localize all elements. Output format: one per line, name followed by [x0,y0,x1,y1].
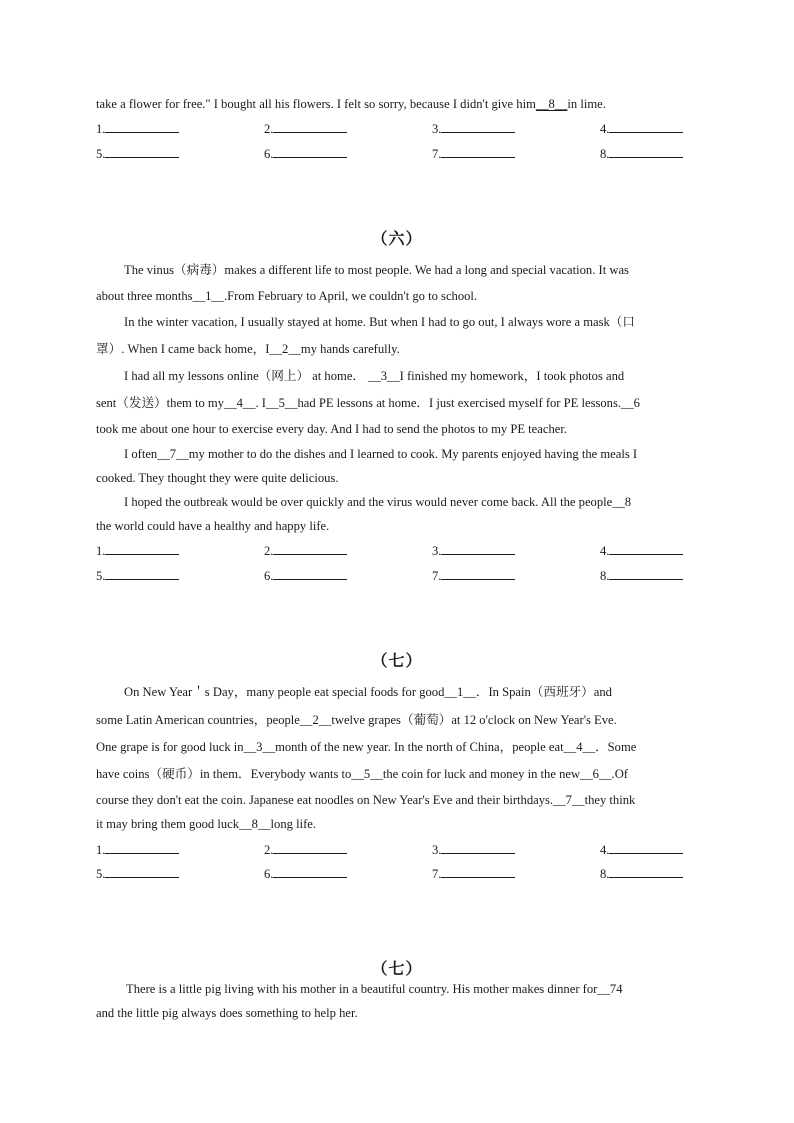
answer-slot[interactable] [432,119,515,137]
answer-blank[interactable] [441,541,515,555]
passage-line: cooked. They thought they were quite delicious. [96,471,339,485]
passage-line: and the little pig always does something to help her. [96,1006,358,1020]
intro-blank: __8__ [535,97,568,111]
answer-row [96,541,700,563]
answer-slot[interactable] [264,119,347,137]
answer-blank[interactable] [273,864,347,878]
answer-label: 3. [432,843,442,857]
answer-blank[interactable] [105,840,179,854]
answer-slot[interactable] [264,566,347,584]
section-title: （六） [371,229,423,248]
answer-blank[interactable] [105,541,179,555]
passage-line: sent（发送）them to my__4__. I__5__had PE lessons at home．I just exercised myself for PE lessons.__6 [96,396,640,410]
answer-slot[interactable] [432,840,515,858]
answer-blank[interactable] [441,840,515,854]
answer-slot[interactable] [432,864,515,882]
section-title: （七） [371,651,423,670]
answer-slot[interactable] [432,541,515,559]
answer-blank[interactable] [609,119,683,133]
answer-blank[interactable] [609,864,683,878]
passage-line: There is a little pig living with his mother in a beautiful country. His mother makes dinner for__74 [126,982,623,996]
answer-blank[interactable] [609,566,683,580]
answer-slot[interactable] [264,864,347,882]
answer-label: 1. [96,122,106,136]
answer-blank[interactable] [105,566,179,580]
answer-label: 4. [600,843,610,857]
answer-slot[interactable] [600,144,683,162]
passage-line: some Latin American countries，people__2__twelve grapes（葡萄）at 12 o'clock on New Year's Eve. [96,713,617,727]
passage-line: 罩）. When I came back home，I__2__my hands carefully. [96,342,400,356]
passage-line: I hoped the outbreak would be over quickly and the virus would never come back. All the people__8 [124,495,632,509]
answer-row [96,864,700,886]
answer-blank[interactable] [273,541,347,555]
passage-line: it may bring them good luck__8__long life. [96,817,317,831]
answer-label: 3. [432,544,442,558]
answer-blank[interactable] [273,840,347,854]
answer-slot[interactable] [600,840,683,858]
answer-blank[interactable] [609,144,683,158]
passage-line: course they don't eat the coin. Japanese eat noodles on New Year's Eve and their birthdays.__7__they think [96,793,636,807]
intro-line [96,91,700,117]
answer-label: 7. [432,569,442,583]
passage-line: have coins（硬币）in them．Everybody wants to__5__the coin for luck and money in the new__6__.Of [96,767,628,781]
answer-slot[interactable] [264,541,347,559]
answer-blank[interactable] [105,144,179,158]
passage-line: The vinus（病毒）makes a different life to most people. We had a long and special vacation. It was [124,263,629,277]
intro-suffix: in lime. [567,97,606,111]
answer-blank[interactable] [609,840,683,854]
answer-slot[interactable] [96,541,179,559]
answer-slot[interactable] [96,864,179,882]
answer-blank[interactable] [609,541,683,555]
answer-slot[interactable] [600,541,683,559]
section-title: （七） [371,959,423,978]
answer-row [96,840,700,862]
answer-slot[interactable] [432,144,515,162]
answer-label: 4. [600,544,610,558]
answer-label: 7. [432,147,442,161]
passage-line: I had all my lessons online（网上） at home． __3__I finished my homework，I took photos and [124,369,625,383]
passage-line: In the winter vacation, I usually stayed at home. But when I had to go out, I always wore a mask（口 [124,315,635,329]
answer-label: 5. [96,867,106,881]
answer-row [96,566,700,588]
answer-label: 6. [264,147,274,161]
answer-label: 2. [264,122,274,136]
answer-slot[interactable] [600,566,683,584]
answer-label: 2. [264,544,274,558]
answer-blank[interactable] [441,144,515,158]
answer-slot[interactable] [264,840,347,858]
passage-line: about three months__1__.From February to April, we couldn't go to school. [96,289,478,303]
answer-label: 6. [264,569,274,583]
answer-blank[interactable] [441,864,515,878]
answer-label: 8. [600,569,610,583]
answer-blank[interactable] [273,144,347,158]
answer-blank[interactable] [441,566,515,580]
answer-label: 2. [264,843,274,857]
passage-line: the world could have a healthy and happy life. [96,519,330,533]
answer-label: 1. [96,843,106,857]
answer-slot[interactable] [96,840,179,858]
answer-blank[interactable] [105,864,179,878]
answer-slot[interactable] [96,119,179,137]
answer-slot[interactable] [600,864,683,882]
answer-label: 5. [96,569,106,583]
answer-slot[interactable] [264,144,347,162]
answer-label: 5. [96,147,106,161]
answer-row [96,119,700,141]
answer-blank[interactable] [273,566,347,580]
answer-slot[interactable] [432,566,515,584]
answer-blank[interactable] [273,119,347,133]
answer-blank[interactable] [441,119,515,133]
passage-line: On New Year＇s Day，many people eat special foods for good__1__．In Spain（西班牙）and [124,685,612,699]
passage-line: I often__7__my mother to do the dishes and I learned to cook. My parents enjoyed having the meals I [124,447,638,461]
answer-label: 3. [432,122,442,136]
answer-label: 7. [432,867,442,881]
answer-slot[interactable] [96,144,179,162]
answer-label: 8. [600,147,610,161]
answer-label: 4. [600,122,610,136]
answer-blank[interactable] [105,119,179,133]
passage-line: One grape is for good luck in__3__month of the new year. In the north of China，people eat__4__．Some [96,740,637,754]
answer-label: 6. [264,867,274,881]
passage-line: took me about one hour to exercise every day. And I had to send the photos to my PE teacher. [96,422,567,436]
answer-row [96,144,700,166]
answer-label: 8. [600,867,610,881]
answer-label: 1. [96,544,106,558]
answer-slot[interactable] [600,119,683,137]
intro-text: take a flower for free." I bought all his flowers. I felt so sorry, because I didn't give him [96,97,536,111]
answer-slot[interactable] [96,566,179,584]
